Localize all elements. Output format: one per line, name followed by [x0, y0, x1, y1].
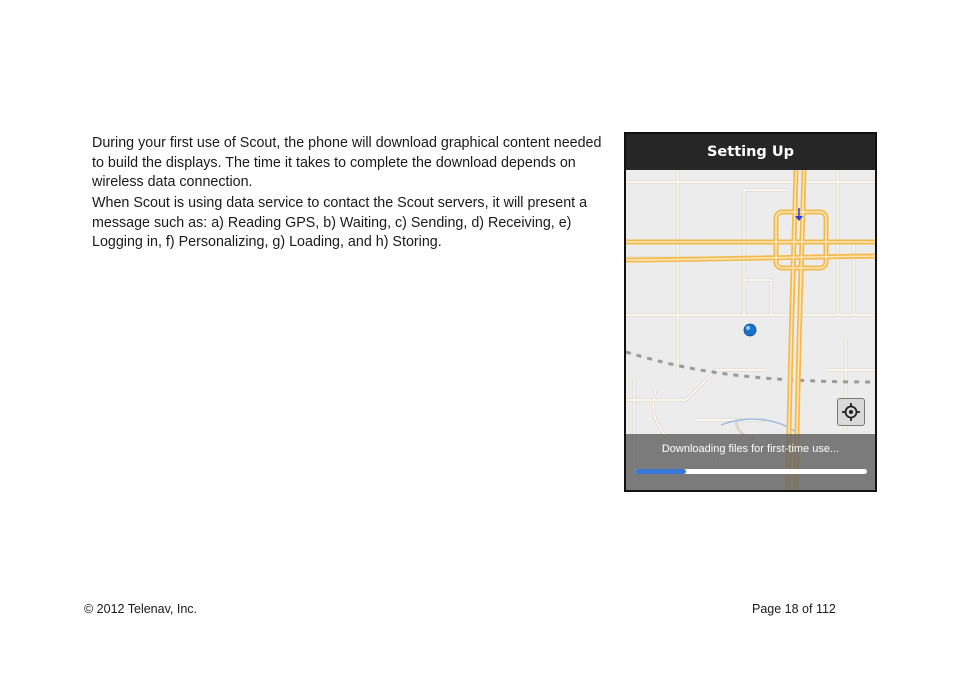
footer-copyright: © 2012 Telenav, Inc. [84, 602, 197, 616]
screen-title: Setting Up [626, 134, 875, 170]
status-messages-paragraph: When Scout is using data service to contact the Scout servers, it will present a message such as: a) Reading GPS, b) Waiting, c) Sending, d) Receiving, e) Logging in, f) Personalizing, g) Loading, and h) Storing. [92, 195, 588, 250]
download-progress-fill [635, 469, 686, 474]
locate-crosshair-icon [841, 402, 861, 422]
download-status-bar [626, 434, 875, 490]
blue-dot-icon [744, 324, 756, 336]
intro-paragraph: During your first use of Scout, the phone will download graphical content needed to build the displays. The time it takes to complete the download depends on wireless data connection. [92, 135, 602, 190]
download-progress-bar [635, 469, 867, 474]
locate-button[interactable] [837, 398, 865, 426]
footer-page-number: Page 18 of 112 [752, 602, 836, 616]
phone-screenshot [624, 132, 877, 492]
download-status-text: Downloading files for first-time use... [661, 443, 840, 455]
